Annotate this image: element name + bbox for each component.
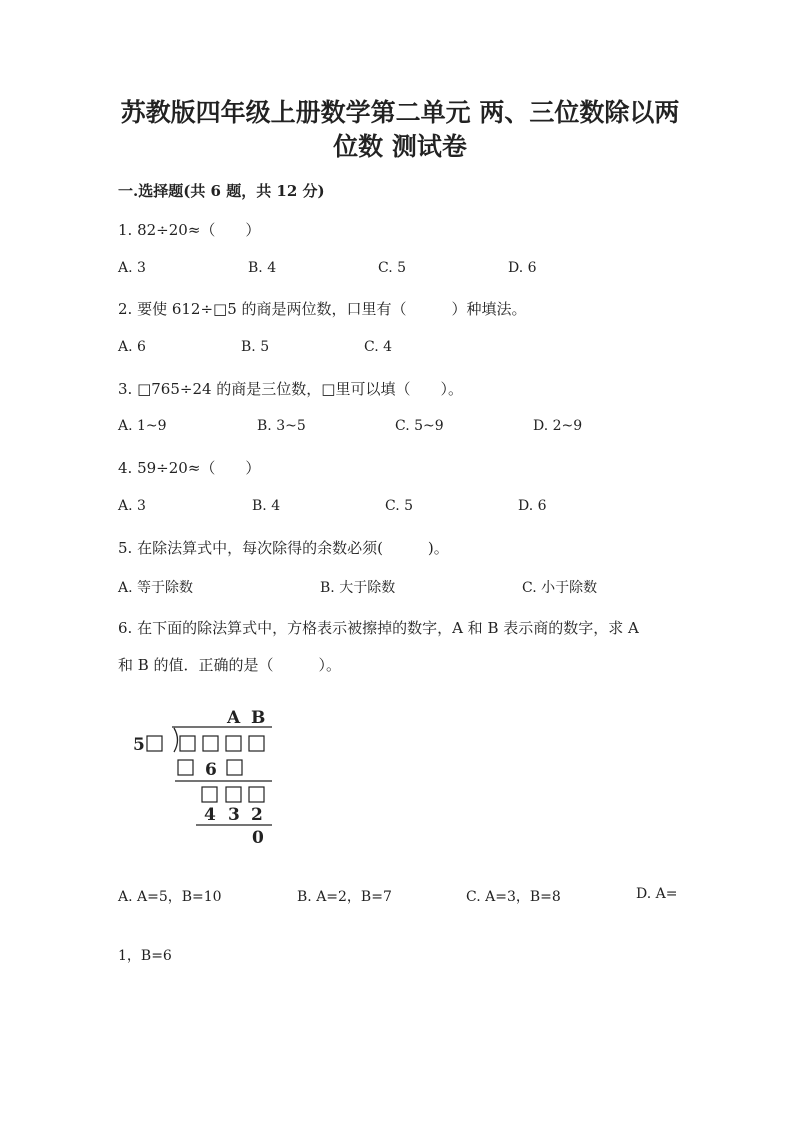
partial-box-2 [227,760,242,775]
dividend-box-3 [226,736,241,751]
question-6-stem-line-1: 6. 在下面的除法算式中，方格表示被擦掉的数字，A 和 B 表示商的数字，求 A [118,619,639,637]
question-4-stem: 4. 59÷20≈（ ） [118,459,261,477]
question-3-option-c: C. 5~9 [395,418,444,434]
partial-box-1 [178,760,193,775]
question-3-option-d: D. 2~9 [533,418,583,434]
product-digit-2: 2 [251,805,263,825]
question-1-option-b: B. 4 [248,260,277,276]
question-4-option-a: A. 3 [118,498,146,514]
question-6-option-c: C. A=3，B=8 [466,889,561,905]
question-2-stem: 2. 要使 612÷□5 的商是两位数，口里有（ ）种填法。 [118,300,527,318]
question-3-option-b: B. 3~5 [257,418,306,434]
remainder-zero: 0 [252,828,264,848]
dividend-box-4 [249,736,264,751]
question-5-option-a: A. 等于除数 [118,580,194,596]
quotient-digit-b: B [251,708,266,728]
question-1-option-c: C. 5 [378,260,407,276]
title-line-2: 位数 测试卷 [333,132,467,161]
dividend-box-2 [203,736,218,751]
remainder-box-2 [226,787,241,802]
question-2-option-b: B. 5 [241,339,270,355]
remainder-box-1 [202,787,217,802]
question-1-option-d: D. 6 [508,260,537,276]
question-2-option-a: A. 6 [118,339,146,355]
title-line-1: 苏教版四年级上册数学第二单元 两、三位数除以两 [120,98,680,127]
question-6-option-b: B. A=2，B=7 [297,889,392,905]
section-heading: 一.选择题(共 6 题，共 12 分) [118,182,325,200]
question-5-option-b: B. 大于除数 [320,580,396,596]
partial-digit-6: 6 [205,760,217,780]
question-4-option-b: B. 4 [252,498,281,514]
question-3-stem: 3. □765÷24 的商是三位数，□里可以填（ ）。 [118,380,463,398]
divisor-digit: 5 [133,735,145,755]
question-3-option-a: A. 1~9 [118,418,167,434]
question-1-stem: 1. 82÷20≈（ ） [118,221,261,239]
remainder-box-3 [249,787,264,802]
question-4-option-c: C. 5 [385,498,414,514]
question-4-option-d: D. 6 [518,498,547,514]
division-bracket [174,728,178,752]
question-6-option-d-wrap: 1，B=6 [118,948,172,964]
dividend-box-1 [180,736,195,751]
question-1-option-a: A. 3 [118,260,146,276]
question-6-option-a: A. A=5，B=10 [118,889,222,905]
question-5-option-c: C. 小于除数 [522,580,598,596]
long-division-figure [130,700,280,850]
question-6-stem-line-2: 和 B 的值．正确的是（ ）。 [118,656,342,674]
divisor-box [147,736,162,751]
product-digit-3: 3 [228,805,240,825]
quotient-digit-a: A [227,708,241,728]
question-2-option-c: C. 4 [364,339,393,355]
product-digit-4: 4 [204,805,216,825]
long-division-svg [130,700,280,850]
question-5-stem: 5. 在除法算式中，每次除得的余数必须( )。 [118,539,449,557]
question-6-option-d: D. A= [636,886,678,902]
